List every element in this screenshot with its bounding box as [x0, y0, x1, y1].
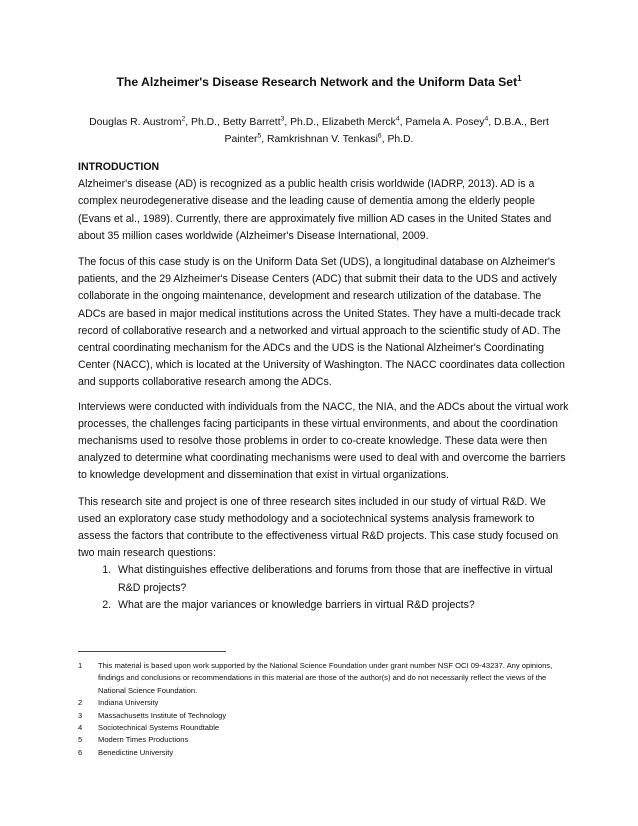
- author-footnote-marker: 4: [395, 115, 400, 123]
- author-list: [80, 114, 558, 148]
- paragraph: This research site and project is one of three research sites included in our study of virtual R&D. We used an exploratory case study methodology and a sociotechnical systems analysis framework to assess the factors that contribute to the effectiveness virtual R&D projects. This case study focused on two main research questions:: [78, 495, 559, 560]
- author-suffix: , Pamela A. Posey: [399, 117, 485, 128]
- author-footnote-marker: 5: [257, 132, 262, 140]
- footnote-number: 2: [78, 698, 83, 708]
- footnote-text: Indiana University: [98, 698, 159, 708]
- footnote-number: 6: [78, 747, 83, 757]
- author-suffix: , Ramkrishnan V. Tenkasi: [261, 134, 378, 145]
- paragraph: Interviews were conducted with individuals from the NACC, the NIA, and the ADCs about the virtual work processes, the challenges facing participants in these virtual environments, and about the coordination mechanisms used to resolve those problems in order to co-create knowledge. These data were then analyzed to determine what coordinating mechanisms were used to deal with and overcome the barriers to knowledge development and dissemination that exist in virtual organizations.: [78, 400, 569, 482]
- paper-title: [60, 74, 578, 90]
- author-name: Betty Barrett: [222, 117, 281, 128]
- footnote-number: 1: [78, 661, 83, 670]
- author-name: Douglas R. Austrom: [89, 117, 182, 128]
- footnote-separator: [78, 651, 226, 652]
- footnote-number: 5: [78, 735, 83, 745]
- paper-body: [78, 159, 570, 614]
- footnote-text: Benedictine University: [98, 747, 174, 757]
- paragraph-spacer: [78, 485, 570, 494]
- author-footnote-marker: 4: [484, 115, 489, 123]
- list-item: 2. What are the major variances or knowledge barriers in virtual R&D projects?: [114, 597, 570, 614]
- footnotes: [78, 660, 570, 759]
- footnote-text: This material is based upon work supported by the National Science Foundation under grant number NSF OCI 09-43237. Any opinions, findings and conclusions or recommendations in this material are those of the author(s) and do not necessarily reflect the views of the National Science Foundation.: [98, 661, 553, 695]
- footnote-number: 4: [78, 723, 83, 733]
- footnote: [78, 660, 570, 697]
- author-suffix: , D.B.A., Bert Painter: [224, 117, 549, 145]
- footnote: [78, 722, 570, 734]
- title-text: The Alzheimer's Disease Research Network and the Uniform Data Set: [116, 75, 518, 89]
- paragraph-spacer: [78, 392, 570, 399]
- author-suffix: , Ph.D.: [381, 134, 414, 145]
- footnote: [78, 734, 570, 746]
- footnote-text: Massachusetts Institute of Technology: [98, 710, 227, 720]
- footnote-text: Sociotechnical Systems Roundtable: [98, 723, 220, 733]
- author-suffix: , Ph.D.,: [284, 117, 322, 128]
- footnote: [78, 710, 570, 722]
- paragraph-spacer: [78, 245, 570, 254]
- author-footnote-marker: 3: [280, 115, 285, 123]
- footnote: [78, 697, 570, 709]
- author-name: Elizabeth Merck: [321, 117, 396, 128]
- footnote: [78, 747, 570, 759]
- author-footnote-marker: 6: [377, 132, 382, 140]
- author-footnote-marker: 2: [181, 115, 186, 123]
- author-suffix: , Ph.D.,: [185, 117, 223, 128]
- footnote-number: 3: [78, 710, 83, 720]
- paragraph: Alzheimer's disease (AD) is recognized as a public health crisis worldwide (IADRP, 2013). AD is a complex neurodegenerative disease and the leading cause of dementia among the elderly people (Evans et al., 1989). Currently, there are approximately five million AD cases in the United States and about 35 million cases worldwide (Alzheimer's Disease International, 2009.: [78, 178, 552, 242]
- footnote-text: Modern Times Productions: [98, 735, 189, 745]
- paragraph: The focus of this case study is on the Uniform Data Set (UDS), a longitudinal database on Alzheimer's patients, and the 29 Alzheimer's Disease Centers (ADC) that submit their data to the UDS and actively collaborate in the ongoing maintenance, development and research utilization of the database. The ADCs are based in major medical institutions across the United States. They have a multi-decade track record of collaborative research and a networked and virtual approach to the scientific study of AD. The central coordinating mechanism for the ADCs and the UDS is the National Alzheimer's Coordinating Center (NACC), which is located at the University of Washington. The NACC coordinates data collection and supports collaborative research among the ADCs.: [78, 256, 565, 389]
- title-footnote-marker: 1: [517, 73, 522, 83]
- section-heading-introduction: INTRODUCTION: [78, 161, 160, 173]
- list-item: 1. What distinguishes effective deliberations and forums from those that are ineffective in virtual R&D projects?: [114, 562, 570, 596]
- research-questions-list: [78, 562, 570, 614]
